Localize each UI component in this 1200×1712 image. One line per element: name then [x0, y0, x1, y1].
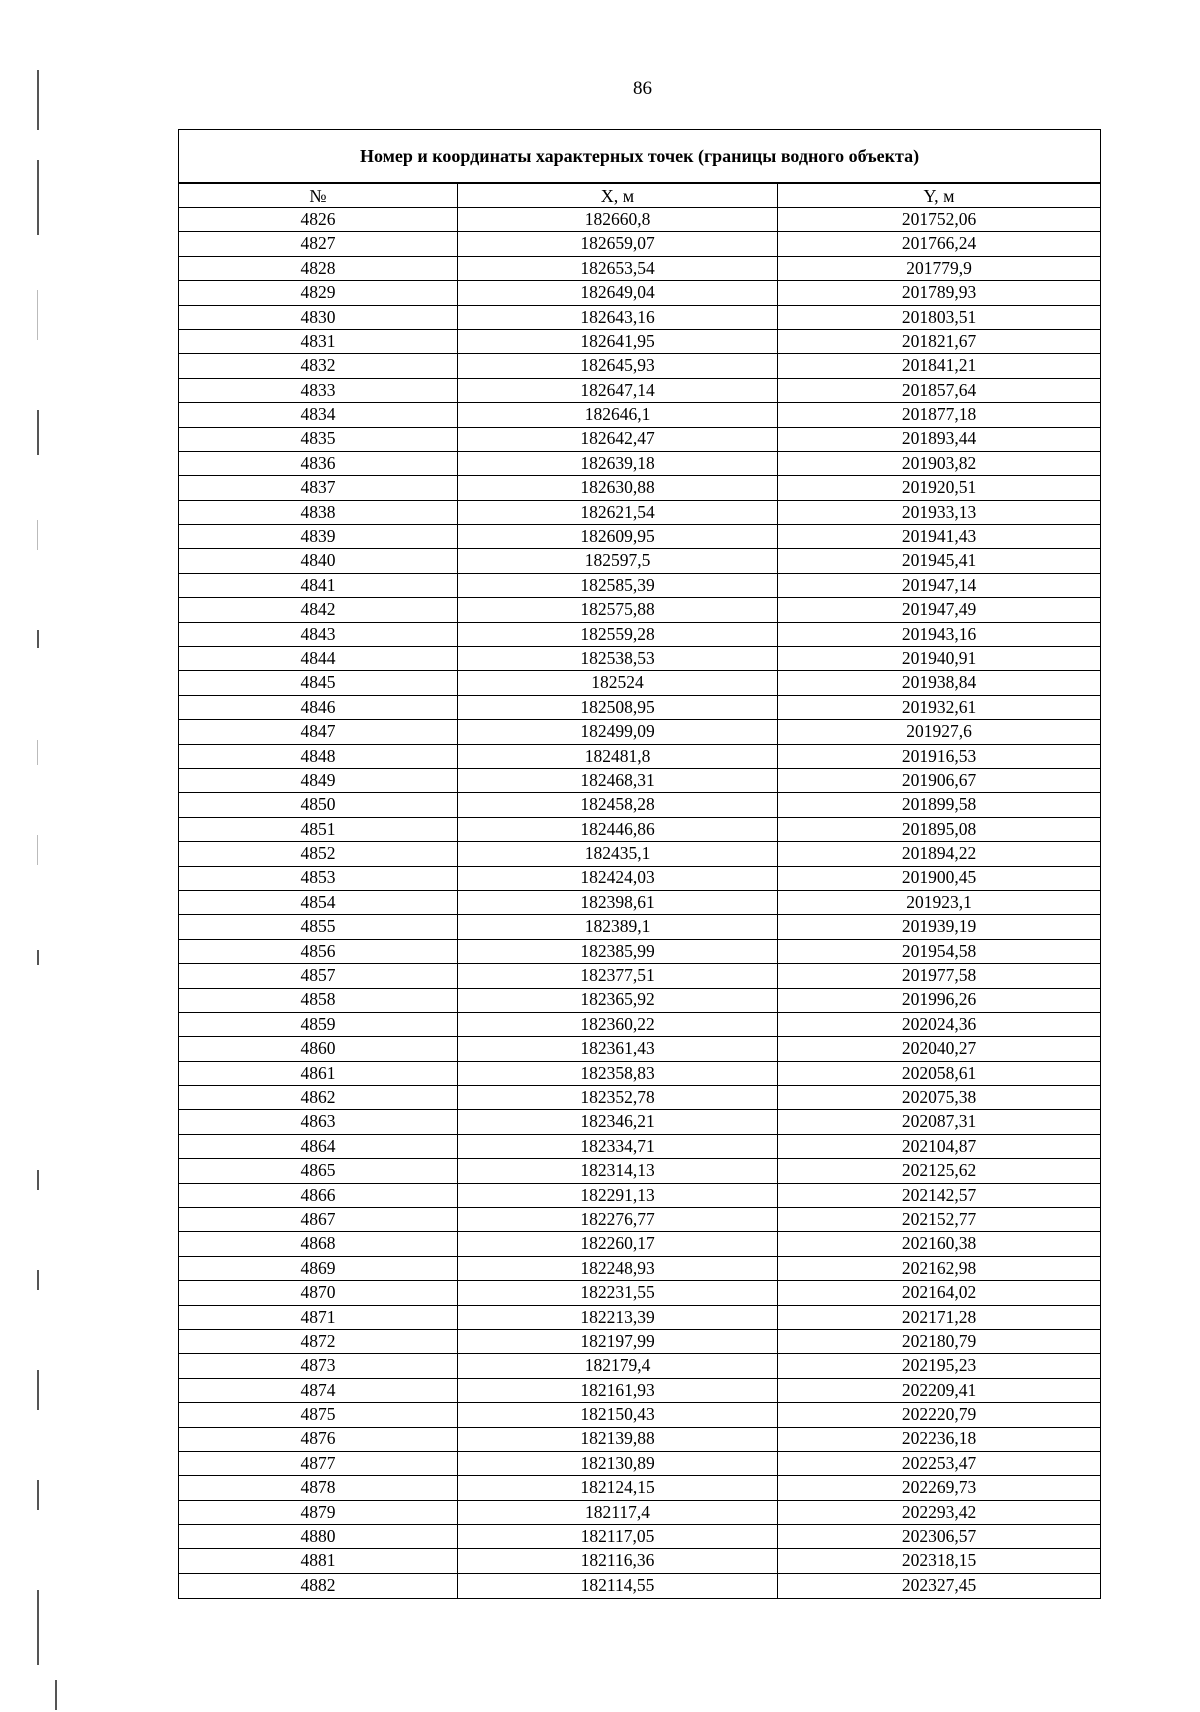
cell-x-coordinate: 182575,88 [458, 598, 778, 622]
cell-point-number: 4872 [179, 1329, 458, 1353]
cell-x-coordinate: 182597,5 [458, 549, 778, 573]
table-row [179, 939, 1101, 963]
cell-point-number: 4848 [179, 744, 458, 768]
table-row [179, 744, 1101, 768]
cell-x-coordinate: 182621,54 [458, 500, 778, 524]
table-row [179, 720, 1101, 744]
coordinates-table [178, 129, 1101, 1599]
table-row [179, 842, 1101, 866]
cell-point-number: 4851 [179, 817, 458, 841]
cell-y-coordinate: 202327,45 [778, 1573, 1101, 1598]
cell-x-coordinate: 182291,13 [458, 1183, 778, 1207]
scan-margin-mark [37, 1370, 39, 1410]
cell-x-coordinate: 182124,15 [458, 1476, 778, 1500]
cell-y-coordinate: 201779,9 [778, 256, 1101, 280]
table-row [179, 1208, 1101, 1232]
cell-y-coordinate: 202236,18 [778, 1427, 1101, 1451]
cell-y-coordinate: 201803,51 [778, 305, 1101, 329]
scan-margin-mark [37, 160, 39, 235]
cell-y-coordinate: 202125,62 [778, 1159, 1101, 1183]
cell-y-coordinate: 201903,82 [778, 451, 1101, 475]
cell-x-coordinate: 182559,28 [458, 622, 778, 646]
cell-point-number: 4859 [179, 1012, 458, 1036]
cell-y-coordinate: 202152,77 [778, 1208, 1101, 1232]
table-row [179, 1403, 1101, 1427]
cell-y-coordinate: 201899,58 [778, 793, 1101, 817]
cell-point-number: 4829 [179, 281, 458, 305]
table-row [179, 622, 1101, 646]
cell-point-number: 4874 [179, 1378, 458, 1402]
table-row [179, 768, 1101, 792]
cell-y-coordinate: 201900,45 [778, 866, 1101, 890]
cell-x-coordinate: 182499,09 [458, 720, 778, 744]
cell-y-coordinate: 202160,38 [778, 1232, 1101, 1256]
scan-margin-mark [37, 290, 38, 340]
cell-point-number: 4855 [179, 915, 458, 939]
table-row [179, 500, 1101, 524]
table-row [179, 476, 1101, 500]
cell-y-coordinate: 202318,15 [778, 1549, 1101, 1573]
cell-x-coordinate: 182117,4 [458, 1500, 778, 1524]
cell-x-coordinate: 182538,53 [458, 647, 778, 671]
cell-x-coordinate: 182398,61 [458, 890, 778, 914]
table-row [179, 915, 1101, 939]
cell-point-number: 4858 [179, 988, 458, 1012]
table-row [179, 1281, 1101, 1305]
cell-x-coordinate: 182645,93 [458, 354, 778, 378]
table-row [179, 1476, 1101, 1500]
cell-point-number: 4879 [179, 1500, 458, 1524]
table-row [179, 378, 1101, 402]
cell-x-coordinate: 182481,8 [458, 744, 778, 768]
cell-y-coordinate: 201939,19 [778, 915, 1101, 939]
cell-point-number: 4853 [179, 866, 458, 890]
cell-y-coordinate: 201752,06 [778, 208, 1101, 232]
cell-x-coordinate: 182389,1 [458, 915, 778, 939]
cell-y-coordinate: 202220,79 [778, 1403, 1101, 1427]
cell-point-number: 4845 [179, 671, 458, 695]
cell-x-coordinate: 182358,83 [458, 1061, 778, 1085]
scan-margin-mark [37, 520, 38, 550]
cell-y-coordinate: 202180,79 [778, 1329, 1101, 1353]
table-row [179, 232, 1101, 256]
cell-y-coordinate: 202040,27 [778, 1037, 1101, 1061]
cell-y-coordinate: 202058,61 [778, 1061, 1101, 1085]
cell-y-coordinate: 202087,31 [778, 1110, 1101, 1134]
table-row [179, 866, 1101, 890]
scan-margin-mark [37, 410, 39, 455]
table-row [179, 1110, 1101, 1134]
table-row [179, 1573, 1101, 1598]
table-row [179, 695, 1101, 719]
table-row [179, 671, 1101, 695]
table-row [179, 793, 1101, 817]
cell-point-number: 4847 [179, 720, 458, 744]
cell-point-number: 4860 [179, 1037, 458, 1061]
cell-x-coordinate: 182361,43 [458, 1037, 778, 1061]
table-row [179, 1086, 1101, 1110]
scan-margin-mark [37, 835, 38, 865]
table-row [179, 1232, 1101, 1256]
cell-x-coordinate: 182424,03 [458, 866, 778, 890]
cell-y-coordinate: 202075,38 [778, 1086, 1101, 1110]
cell-x-coordinate: 182360,22 [458, 1012, 778, 1036]
page-number: 86 [633, 78, 652, 99]
cell-point-number: 4838 [179, 500, 458, 524]
cell-x-coordinate: 182653,54 [458, 256, 778, 280]
table-row [179, 647, 1101, 671]
cell-point-number: 4849 [179, 768, 458, 792]
scan-margin-mark [37, 1270, 39, 1290]
cell-y-coordinate: 201923,1 [778, 890, 1101, 914]
table-row [179, 573, 1101, 597]
cell-y-coordinate: 201940,91 [778, 647, 1101, 671]
cell-y-coordinate: 202293,42 [778, 1500, 1101, 1524]
cell-point-number: 4882 [179, 1573, 458, 1598]
cell-x-coordinate: 182446,86 [458, 817, 778, 841]
cell-y-coordinate: 201947,14 [778, 573, 1101, 597]
cell-point-number: 4862 [179, 1086, 458, 1110]
cell-point-number: 4841 [179, 573, 458, 597]
cell-y-coordinate: 201933,13 [778, 500, 1101, 524]
cell-x-coordinate: 182248,93 [458, 1256, 778, 1280]
table-row [179, 354, 1101, 378]
cell-x-coordinate: 182524 [458, 671, 778, 695]
cell-point-number: 4846 [179, 695, 458, 719]
cell-x-coordinate: 182630,88 [458, 476, 778, 500]
table-row [179, 1256, 1101, 1280]
cell-y-coordinate: 201895,08 [778, 817, 1101, 841]
cell-x-coordinate: 182116,36 [458, 1549, 778, 1573]
cell-y-coordinate: 201894,22 [778, 842, 1101, 866]
cell-point-number: 4842 [179, 598, 458, 622]
table-row [179, 1134, 1101, 1158]
cell-x-coordinate: 182260,17 [458, 1232, 778, 1256]
cell-y-coordinate: 201954,58 [778, 939, 1101, 963]
cell-point-number: 4871 [179, 1305, 458, 1329]
table-header-row [179, 183, 1101, 208]
column-header-x: X, м [458, 183, 778, 208]
table-row [179, 403, 1101, 427]
cell-point-number: 4831 [179, 329, 458, 353]
cell-point-number: 4844 [179, 647, 458, 671]
cell-x-coordinate: 182643,16 [458, 305, 778, 329]
scan-margin-mark [37, 950, 39, 965]
table-row [179, 1012, 1101, 1036]
cell-point-number: 4834 [179, 403, 458, 427]
table-row [179, 427, 1101, 451]
cell-x-coordinate: 182642,47 [458, 427, 778, 451]
cell-x-coordinate: 182435,1 [458, 842, 778, 866]
cell-y-coordinate: 201877,18 [778, 403, 1101, 427]
table-row [179, 1378, 1101, 1402]
table-row [179, 988, 1101, 1012]
cell-y-coordinate: 202162,98 [778, 1256, 1101, 1280]
cell-point-number: 4854 [179, 890, 458, 914]
cell-point-number: 4876 [179, 1427, 458, 1451]
cell-x-coordinate: 182117,05 [458, 1525, 778, 1549]
cell-point-number: 4835 [179, 427, 458, 451]
cell-x-coordinate: 182139,88 [458, 1427, 778, 1451]
cell-point-number: 4870 [179, 1281, 458, 1305]
cell-x-coordinate: 182314,13 [458, 1159, 778, 1183]
cell-x-coordinate: 182585,39 [458, 573, 778, 597]
cell-y-coordinate: 201947,49 [778, 598, 1101, 622]
cell-x-coordinate: 182346,21 [458, 1110, 778, 1134]
table-row [179, 817, 1101, 841]
cell-point-number: 4864 [179, 1134, 458, 1158]
cell-point-number: 4837 [179, 476, 458, 500]
table-row [179, 1549, 1101, 1573]
cell-y-coordinate: 201916,53 [778, 744, 1101, 768]
cell-point-number: 4875 [179, 1403, 458, 1427]
cell-y-coordinate: 201941,43 [778, 525, 1101, 549]
table-row [179, 1159, 1101, 1183]
cell-y-coordinate: 201841,21 [778, 354, 1101, 378]
cell-y-coordinate: 201906,67 [778, 768, 1101, 792]
table-row [179, 598, 1101, 622]
table-row [179, 1037, 1101, 1061]
table-row [179, 549, 1101, 573]
table-row [179, 1525, 1101, 1549]
cell-point-number: 4830 [179, 305, 458, 329]
cell-x-coordinate: 182213,39 [458, 1305, 778, 1329]
scan-margin-mark [37, 740, 38, 765]
cell-point-number: 4839 [179, 525, 458, 549]
cell-y-coordinate: 201977,58 [778, 964, 1101, 988]
cell-x-coordinate: 182647,14 [458, 378, 778, 402]
cell-point-number: 4865 [179, 1159, 458, 1183]
table-title: Номер и координаты характерных точек (границы водного объекта) [179, 130, 1101, 184]
cell-point-number: 4880 [179, 1525, 458, 1549]
column-header-number: № [179, 183, 458, 208]
cell-point-number: 4833 [179, 378, 458, 402]
table-body [179, 208, 1101, 1599]
cell-y-coordinate: 201927,6 [778, 720, 1101, 744]
cell-y-coordinate: 202142,57 [778, 1183, 1101, 1207]
cell-point-number: 4828 [179, 256, 458, 280]
cell-x-coordinate: 182646,1 [458, 403, 778, 427]
cell-x-coordinate: 182385,99 [458, 939, 778, 963]
cell-x-coordinate: 182458,28 [458, 793, 778, 817]
cell-y-coordinate: 201938,84 [778, 671, 1101, 695]
cell-point-number: 4852 [179, 842, 458, 866]
cell-x-coordinate: 182641,95 [458, 329, 778, 353]
table-row [179, 1061, 1101, 1085]
table-row [179, 281, 1101, 305]
cell-x-coordinate: 182660,8 [458, 208, 778, 232]
cell-point-number: 4878 [179, 1476, 458, 1500]
cell-x-coordinate: 182377,51 [458, 964, 778, 988]
cell-y-coordinate: 202253,47 [778, 1451, 1101, 1475]
table-row [179, 964, 1101, 988]
scan-margin-mark [37, 1590, 39, 1665]
table-row [179, 525, 1101, 549]
cell-y-coordinate: 201893,44 [778, 427, 1101, 451]
cell-x-coordinate: 182276,77 [458, 1208, 778, 1232]
cell-point-number: 4832 [179, 354, 458, 378]
cell-x-coordinate: 182365,92 [458, 988, 778, 1012]
cell-y-coordinate: 201945,41 [778, 549, 1101, 573]
cell-point-number: 4827 [179, 232, 458, 256]
cell-point-number: 4850 [179, 793, 458, 817]
scan-margin-mark [37, 1170, 39, 1190]
table-row [179, 1427, 1101, 1451]
table-row [179, 329, 1101, 353]
cell-x-coordinate: 182334,71 [458, 1134, 778, 1158]
cell-y-coordinate: 201821,67 [778, 329, 1101, 353]
cell-y-coordinate: 202209,41 [778, 1378, 1101, 1402]
cell-point-number: 4843 [179, 622, 458, 646]
cell-x-coordinate: 182639,18 [458, 451, 778, 475]
cell-y-coordinate: 202269,73 [778, 1476, 1101, 1500]
table-row [179, 1183, 1101, 1207]
cell-y-coordinate: 202024,36 [778, 1012, 1101, 1036]
cell-x-coordinate: 182659,07 [458, 232, 778, 256]
cell-y-coordinate: 201766,24 [778, 232, 1101, 256]
table-row [179, 1305, 1101, 1329]
cell-y-coordinate: 201943,16 [778, 622, 1101, 646]
cell-y-coordinate: 201920,51 [778, 476, 1101, 500]
cell-point-number: 4836 [179, 451, 458, 475]
column-header-y: Y, м [778, 183, 1101, 208]
cell-point-number: 4873 [179, 1354, 458, 1378]
cell-point-number: 4868 [179, 1232, 458, 1256]
cell-x-coordinate: 182114,55 [458, 1573, 778, 1598]
cell-point-number: 4881 [179, 1549, 458, 1573]
cell-point-number: 4840 [179, 549, 458, 573]
cell-x-coordinate: 182649,04 [458, 281, 778, 305]
cell-x-coordinate: 182508,95 [458, 695, 778, 719]
table-row [179, 451, 1101, 475]
table-caption-row [179, 130, 1101, 184]
table-row [179, 1329, 1101, 1353]
cell-x-coordinate: 182161,93 [458, 1378, 778, 1402]
cell-y-coordinate: 201857,64 [778, 378, 1101, 402]
table-row [179, 1451, 1101, 1475]
cell-x-coordinate: 182197,99 [458, 1329, 778, 1353]
table-row [179, 890, 1101, 914]
cell-x-coordinate: 182150,43 [458, 1403, 778, 1427]
cell-x-coordinate: 182179,4 [458, 1354, 778, 1378]
cell-point-number: 4863 [179, 1110, 458, 1134]
cell-y-coordinate: 202164,02 [778, 1281, 1101, 1305]
cell-x-coordinate: 182352,78 [458, 1086, 778, 1110]
cell-x-coordinate: 182130,89 [458, 1451, 778, 1475]
table-row [179, 305, 1101, 329]
cell-x-coordinate: 182609,95 [458, 525, 778, 549]
cell-point-number: 4869 [179, 1256, 458, 1280]
cell-x-coordinate: 182468,31 [458, 768, 778, 792]
cell-y-coordinate: 201996,26 [778, 988, 1101, 1012]
cell-y-coordinate: 202171,28 [778, 1305, 1101, 1329]
scan-margin-mark [55, 1680, 57, 1710]
cell-point-number: 4866 [179, 1183, 458, 1207]
cell-point-number: 4867 [179, 1208, 458, 1232]
cell-point-number: 4877 [179, 1451, 458, 1475]
cell-y-coordinate: 201789,93 [778, 281, 1101, 305]
cell-point-number: 4856 [179, 939, 458, 963]
cell-y-coordinate: 201932,61 [778, 695, 1101, 719]
cell-y-coordinate: 202195,23 [778, 1354, 1101, 1378]
cell-y-coordinate: 202306,57 [778, 1525, 1101, 1549]
scan-margin-mark [37, 1480, 39, 1510]
table-row [179, 208, 1101, 232]
table-row [179, 256, 1101, 280]
scan-margin-mark [37, 630, 39, 648]
cell-point-number: 4826 [179, 208, 458, 232]
cell-x-coordinate: 182231,55 [458, 1281, 778, 1305]
table-row [179, 1354, 1101, 1378]
cell-y-coordinate: 202104,87 [778, 1134, 1101, 1158]
table-row [179, 1500, 1101, 1524]
cell-point-number: 4857 [179, 964, 458, 988]
cell-point-number: 4861 [179, 1061, 458, 1085]
